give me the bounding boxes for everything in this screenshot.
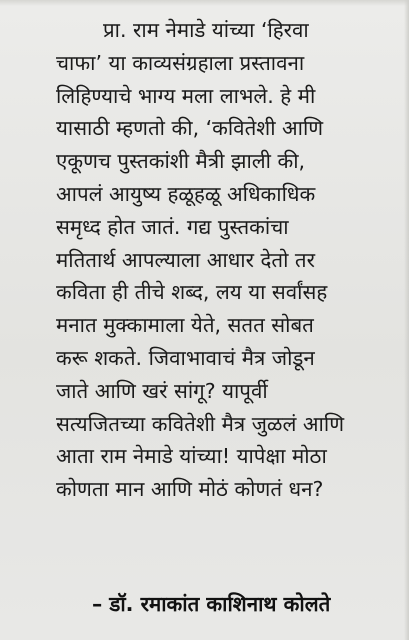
page-top-edge [0, 0, 409, 6]
author-signature: – डॉ. रमाकांत काशिनाथ कोलते [92, 592, 331, 616]
paragraph-line: जाते आणि खरं सांगू? यापूर्वी [56, 378, 268, 403]
preface-paragraph [56, 14, 402, 506]
paragraph-line: आता राम नेमाडे यांच्या! यापेक्षा मोठा [56, 444, 327, 469]
paragraph-line: लिहिण्याचे भाग्य मला लाभले. हे मी [56, 83, 316, 108]
paragraph-line: सत्यजितच्या कवितेशी मैत्र जुळलं आणि [56, 411, 345, 436]
paragraph-line: आपलं आयुष्य हळूहळू अधिकाधिक [56, 181, 316, 206]
paragraph-line: कविता ही तीचे शब्द, लय या सर्वांसह [56, 280, 328, 305]
paragraph-line: करू शकते. जिवाभावाचं मैत्र जोडून [56, 345, 315, 370]
paragraph-line: प्रा. राम नेमाडे यांच्या ‘हिरवा [103, 18, 309, 42]
paragraph-line: मनात मुक्कामाला येते, सतत सोबत [56, 313, 314, 338]
paragraph-line: एकूणच पुस्तकांशी मैत्री झाली की, [56, 149, 306, 174]
paragraph-line: मतितार्थ आपल्याला आधार देतो तर [56, 247, 315, 272]
paragraph-line: समृध्द होत जातं. गद्य पुस्तकांचा [56, 214, 289, 239]
paragraph-line: चाफा’ या काव्यसंग्रहाला प्रस्तावना [56, 50, 305, 75]
paragraph-line: कोणता मान आणि मोठं कोणतं धन? [56, 477, 324, 502]
page-right-edge [404, 0, 409, 640]
paragraph-line: यासाठी म्हणतो की, ‘कवितेशी आणि [56, 116, 324, 141]
